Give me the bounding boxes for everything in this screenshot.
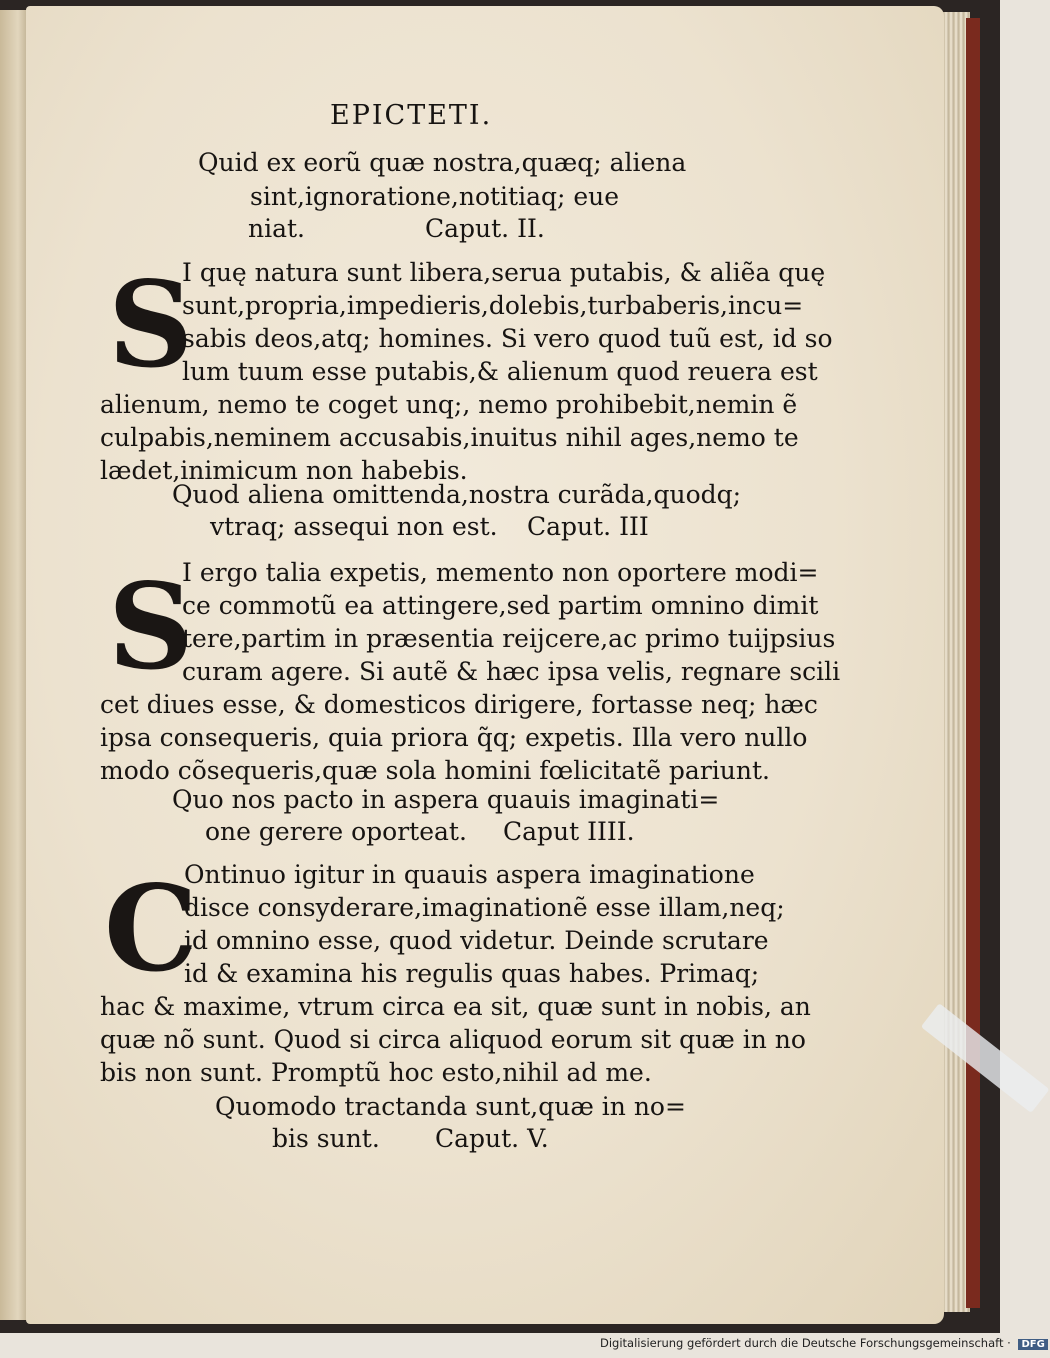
heading-line: Quo nos pacto in aspera quauis imaginati= xyxy=(172,785,720,814)
chapter-label: Caput. V. xyxy=(435,1124,549,1153)
heading-line: bis sunt. xyxy=(272,1124,380,1153)
text-line: modo cõsequeris,quæ sola homini fœlicitatẽ pariunt. xyxy=(100,756,770,785)
text-line: culpabis,neminem accusabis,inuitus nihil ages,nemo te xyxy=(100,423,799,452)
text-line: I ergo talia expetis, memento non oportere modi= xyxy=(182,558,819,587)
text-line: disce consyderare,imaginationẽ esse illam,neq; xyxy=(184,893,785,922)
chapter-label: Caput. II. xyxy=(425,214,545,243)
text-line: alienum, nemo te coget unq;, nemo prohibebit,nemin ẽ xyxy=(100,390,798,419)
heading-line: Quod aliena omittenda,nostra curãda,quodq; xyxy=(172,480,742,509)
heading-line: one gerere oporteat. xyxy=(205,817,467,846)
text-line: ce commotũ ea attingere,sed partim omnino dimit xyxy=(182,591,819,620)
text-line: I quę natura sunt libera,serua putabis, & aliẽa quę xyxy=(182,258,826,287)
text-line: ipsa consequeris, quia priora q̃q; expetis. Illa vero nullo xyxy=(100,723,808,752)
text-line: quæ nõ sunt. Quod si circa aliquod eorum sit quæ in no xyxy=(100,1025,806,1054)
text-line: tere,partim in præsentia reijcere,ac primo tuijpsius xyxy=(182,624,836,653)
text-line: lædet,inimicum non habebis. xyxy=(100,456,468,485)
text-line: sabis deos,atq; homines. Si vero quod tuũ est, id so xyxy=(182,324,833,353)
text-line: curam agere. Si autẽ & hæc ipsa velis, regnare scili xyxy=(182,657,841,686)
chapter-label: Caput. III xyxy=(527,512,649,541)
text-line: cet diues esse, & domesticos dirigere, fortasse neq; hæc xyxy=(100,690,818,719)
running-head: EPICTETI. xyxy=(330,100,493,131)
chapter-label: Caput IIII. xyxy=(503,817,635,846)
text-line: id omnino esse, quod videtur. Deinde scrutare xyxy=(184,926,769,955)
heading-line: vtraq; assequi non est. xyxy=(210,512,498,541)
drop-cap: S xyxy=(108,557,194,696)
dfg-logo: DFG xyxy=(1018,1339,1047,1350)
heading-line: Quid ex eorũ quæ nostra,quæq; aliena xyxy=(198,148,687,177)
text-line: lum tuum esse putabis,& alienum quod reuera est xyxy=(182,357,818,386)
heading-line: sint,ignoratione,notitiaq; eue xyxy=(250,182,620,211)
text-line: bis non sunt. Promptũ hoc esto,nihil ad me. xyxy=(100,1058,652,1087)
heading-line: niat. xyxy=(248,214,305,243)
heading-line: Quomodo tractanda sunt,quæ in no= xyxy=(215,1092,686,1121)
text-line: id & examina his regulis quas habes. Primaq; xyxy=(184,959,760,988)
text-line: Ontinuo igitur in quauis aspera imaginatione xyxy=(184,860,755,889)
funding-footer xyxy=(600,1336,1045,1354)
text-line: sunt,propria,impedieris,dolebis,turbaberis,incu= xyxy=(182,291,804,320)
drop-cap: C xyxy=(104,859,198,998)
book-cover-edge xyxy=(966,18,980,1308)
drop-cap: S xyxy=(108,255,194,394)
text-line: hac & maxime, vtrum circa ea sit, quæ sunt in nobis, an xyxy=(100,992,811,1021)
footer-text: Digitalisierung gefördert durch die Deutsche Forschungsgemeinschaft · xyxy=(600,1336,1011,1350)
